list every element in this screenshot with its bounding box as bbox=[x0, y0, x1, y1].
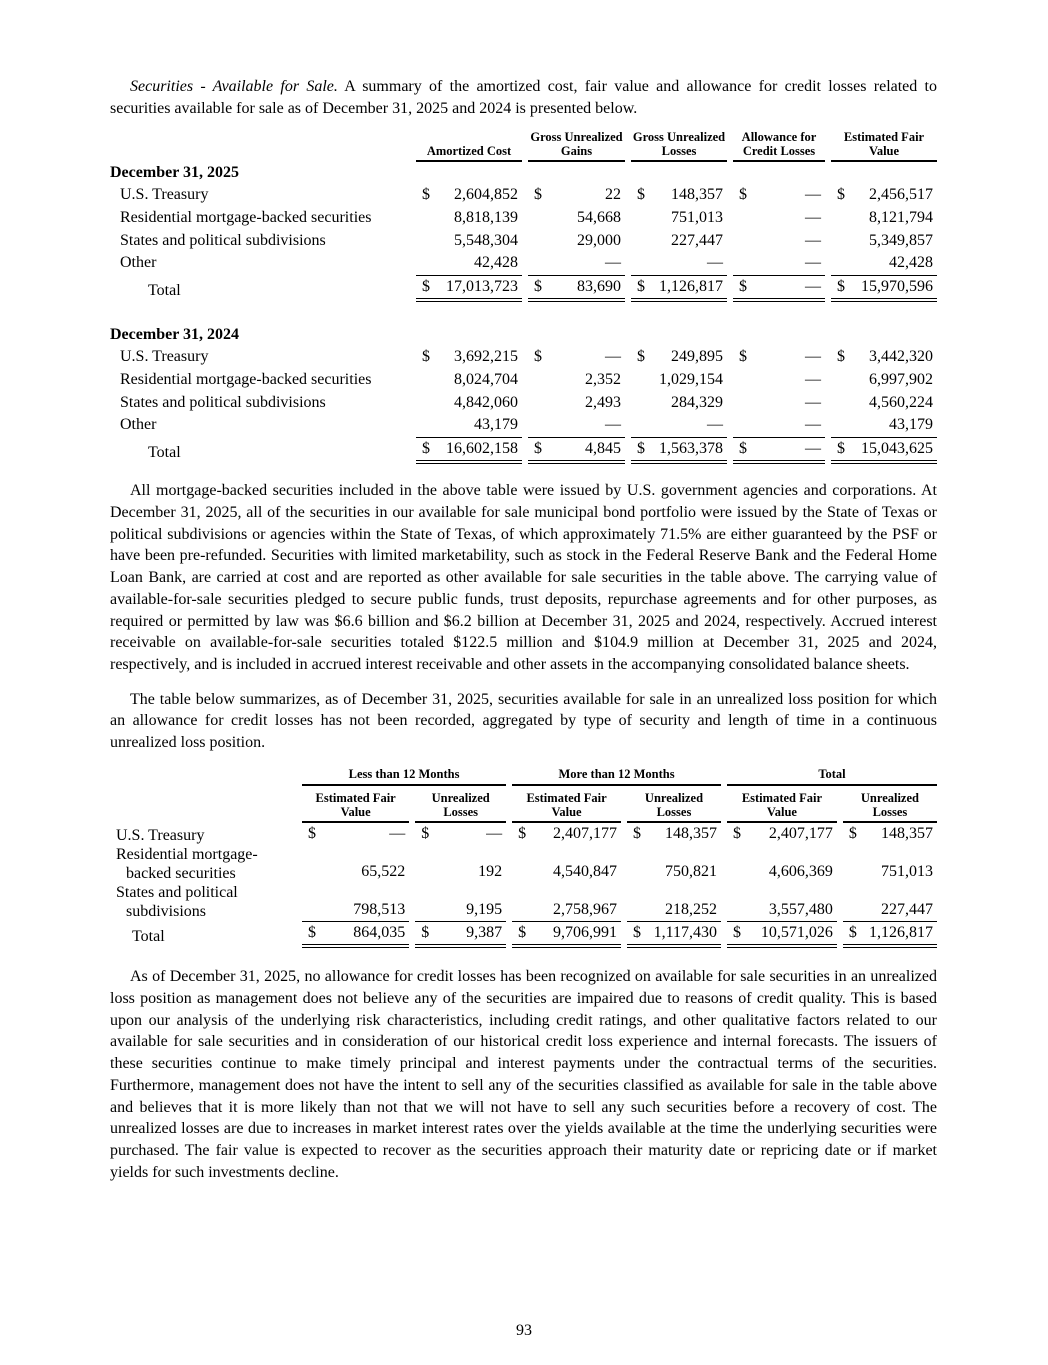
dollar-sign: $ bbox=[837, 277, 845, 295]
dollar-sign: $ bbox=[637, 277, 645, 295]
dollar-sign: $ bbox=[739, 439, 747, 457]
amount: — bbox=[605, 254, 621, 272]
loss-table-intro-paragraph: The table below summarizes, as of December 31, 2025, securities available for sale in an unrealized loss position for which an allowance for credit losses has not been recorded, aggregated by type of security and length of time in a continuous unrealized loss position. bbox=[110, 690, 937, 752]
value-cell bbox=[733, 392, 825, 415]
value-cell bbox=[528, 252, 625, 275]
row-label bbox=[110, 926, 296, 948]
amount: 9,195 bbox=[466, 901, 503, 919]
amount: 22 bbox=[605, 186, 621, 204]
dollar-sign: $ bbox=[421, 825, 430, 843]
group-header: Total bbox=[727, 768, 937, 787]
dollar-sign: $ bbox=[739, 348, 747, 366]
table-row bbox=[110, 823, 937, 845]
row-label-line: U.S. Treasury bbox=[116, 827, 205, 845]
value-cell bbox=[733, 275, 825, 303]
value-cell bbox=[727, 921, 837, 948]
amount: 6,997,902 bbox=[869, 370, 933, 388]
amount: — bbox=[805, 348, 821, 366]
value-cell bbox=[631, 414, 727, 437]
amount: 5,548,304 bbox=[454, 231, 518, 249]
amount: 3,557,480 bbox=[768, 901, 833, 919]
amount: 15,970,596 bbox=[861, 277, 933, 295]
value-cell bbox=[627, 823, 721, 845]
value-cell bbox=[831, 207, 937, 230]
value-cell bbox=[733, 207, 825, 230]
dollar-sign: $ bbox=[837, 439, 845, 457]
amount: 4,845 bbox=[585, 439, 621, 457]
value-cell bbox=[733, 184, 825, 207]
value-cell bbox=[631, 346, 727, 369]
value-cell bbox=[512, 845, 621, 883]
amount: 2,604,852 bbox=[454, 186, 518, 204]
amount: 42,428 bbox=[889, 254, 933, 272]
section-header-row bbox=[110, 162, 937, 184]
amount: 8,024,704 bbox=[454, 370, 518, 388]
value-cell bbox=[528, 346, 625, 369]
value-cell bbox=[416, 369, 522, 392]
value-cell bbox=[831, 346, 937, 369]
amount: 43,179 bbox=[889, 416, 933, 434]
document-page bbox=[110, 76, 937, 1183]
row-label: Residential mortgage-backed securities bbox=[120, 370, 372, 388]
value-cell bbox=[528, 207, 625, 230]
value-cell bbox=[733, 252, 825, 275]
dollar-sign: $ bbox=[421, 924, 430, 942]
row-label-line: backed securities bbox=[126, 865, 236, 883]
amount: 8,818,139 bbox=[454, 209, 518, 226]
table-row bbox=[110, 346, 937, 369]
value-cell bbox=[733, 346, 825, 369]
amount: 1,029,154 bbox=[659, 370, 723, 388]
amount: 2,407,177 bbox=[768, 825, 833, 843]
value-cell bbox=[512, 921, 621, 948]
value-cell bbox=[528, 414, 625, 437]
table-row bbox=[110, 184, 937, 207]
amount: 751,013 bbox=[671, 209, 723, 226]
amount: 798,513 bbox=[353, 901, 406, 919]
dollar-sign: $ bbox=[422, 348, 430, 366]
amount: 17,013,723 bbox=[446, 277, 518, 295]
row-label: States and political subdivisions bbox=[120, 393, 326, 411]
value-cell bbox=[627, 845, 721, 883]
amount: — bbox=[707, 254, 723, 272]
row-label: Other bbox=[120, 416, 157, 434]
dollar-sign: $ bbox=[848, 825, 857, 843]
amount: 10,571,026 bbox=[760, 924, 833, 942]
value-cell bbox=[416, 184, 522, 207]
value-cell bbox=[512, 823, 621, 845]
amount: 83,690 bbox=[577, 277, 621, 295]
column-header: Amortized Cost bbox=[416, 131, 522, 162]
value-cell bbox=[727, 845, 837, 883]
group-header: More than 12 Months bbox=[512, 768, 721, 787]
dollar-sign: $ bbox=[308, 825, 316, 843]
value-cell bbox=[416, 437, 522, 465]
value-cell bbox=[831, 184, 937, 207]
value-cell bbox=[843, 883, 937, 921]
dollar-sign: $ bbox=[422, 186, 430, 204]
value-cell bbox=[415, 883, 506, 921]
dollar-sign: $ bbox=[518, 924, 527, 942]
value-cell bbox=[631, 369, 727, 392]
amount: 42,428 bbox=[474, 254, 518, 272]
amount: — bbox=[805, 393, 821, 411]
total-row bbox=[110, 437, 937, 465]
value-cell bbox=[733, 414, 825, 437]
amount: 9,387 bbox=[466, 924, 503, 942]
table-row bbox=[110, 230, 937, 253]
securities-summary-table bbox=[110, 131, 937, 464]
value-cell bbox=[528, 230, 625, 253]
value-cell bbox=[416, 414, 522, 437]
value-cell bbox=[627, 883, 721, 921]
value-cell bbox=[631, 252, 727, 275]
value-cell bbox=[631, 275, 727, 303]
row-label bbox=[110, 883, 296, 921]
value-cell bbox=[416, 230, 522, 253]
amount: 4,842,060 bbox=[454, 393, 518, 411]
value-cell bbox=[416, 207, 522, 230]
amount: 65,522 bbox=[361, 863, 406, 881]
value-cell bbox=[631, 437, 727, 465]
group-header: Less than 12 Months bbox=[302, 768, 506, 787]
row-label: Total bbox=[148, 281, 181, 299]
amount: 2,352 bbox=[585, 370, 621, 388]
value-cell bbox=[727, 823, 837, 845]
row-label-line: Residential mortgage- bbox=[116, 846, 258, 864]
dollar-sign: $ bbox=[308, 924, 316, 942]
dollar-sign: $ bbox=[732, 825, 741, 843]
amount: 1,126,817 bbox=[659, 277, 723, 295]
amount: 4,606,369 bbox=[768, 863, 833, 881]
amount: — bbox=[805, 416, 821, 434]
amount: 1,126,817 bbox=[869, 924, 933, 942]
mortgage-paragraph: All mortgage-backed securities included in the above table were issued by U.S. government agencies and corporations. At December 31, 2025, all of the securities in our available for sale municipal bond portfolio were issued by the State of Texas or political subdivisions or agencies within the State of Texas, of which approximately 71.5% are either guaranteed by the PSF or have been pre-refunded. Securities with limited marketability, such as stock in the Federal Reserve Bank and the Federal Home Loan Bank, are carried at cost and are reported as other available for sale securities in the table above. The carrying value of available-for-sale securities pledged to secure public funds, trust deposits, repurchase agreements and for other purposes, as required or permitted by law was $6.6 billion and $6.2 billion at December 31, 2025 and 2024, respectively. Accrued interest receivable on available-for-sale securities totaled $122.5 million and $104.9 million at December 31, 2025 and 2024, respectively, and is included in accrued interest receivable and other assets in the accompanying consolidated balance sheets. bbox=[110, 482, 937, 673]
row-label: States and political subdivisions bbox=[120, 231, 326, 249]
amount: — bbox=[805, 231, 821, 249]
allowance-paragraph: As of December 31, 2025, no allowance for credit losses has been recognized on available for sale securities in an unrealized loss position as management does not believe any of the securities are impaired due to reasons of credit quality. This is based upon our analysis of the underlying risk characteristics, including credit ratings, and other qualitative factors related to our available for sale securities and in consideration of our historical credit loss experience and internal forecasts. The issuers of these securities continue to make timely principal and interest payments under the contractual terms of the securities. Furthermore, management does not have the intent to sell any of the securities classified as available for sale in the table above and believes that it is more likely than not that we will not have to sell any such securities before a recovery of cost. The unrealized losses are due to increases in market interest rates over the yields available at the time the underlying securities were purchased. The fair value is expected to recover as the securities approach their maturity date or repricing date or if market yields for such investments decline. bbox=[110, 968, 937, 1181]
amount: — bbox=[805, 186, 821, 204]
amount: 2,758,967 bbox=[552, 901, 617, 919]
value-cell bbox=[631, 392, 727, 415]
section-title: December 31, 2024 bbox=[110, 326, 239, 344]
column-header: Unrealized Losses bbox=[843, 792, 937, 823]
amount: 864,035 bbox=[353, 924, 406, 942]
amount: 148,357 bbox=[671, 186, 723, 204]
value-cell bbox=[727, 883, 837, 921]
amount: 8,121,794 bbox=[869, 209, 933, 226]
amount: 5,349,857 bbox=[869, 231, 933, 249]
amount: 148,357 bbox=[664, 825, 717, 843]
value-cell bbox=[831, 369, 937, 392]
dollar-sign: $ bbox=[837, 186, 845, 204]
amount: 43,179 bbox=[474, 416, 518, 434]
value-cell bbox=[415, 921, 506, 948]
dollar-sign: $ bbox=[518, 825, 527, 843]
row-label-line: Total bbox=[132, 928, 165, 946]
amount: 15,043,625 bbox=[861, 439, 933, 457]
value-cell bbox=[302, 883, 409, 921]
amount: 2,493 bbox=[585, 393, 621, 411]
dollar-sign: $ bbox=[732, 924, 741, 942]
amount: 227,447 bbox=[881, 901, 933, 919]
header-row bbox=[110, 792, 937, 823]
value-cell bbox=[302, 845, 409, 883]
value-cell bbox=[631, 230, 727, 253]
unrealized-loss-table bbox=[110, 768, 937, 949]
column-header: Gross Unrealized Losses bbox=[631, 131, 727, 162]
amount: — bbox=[805, 370, 821, 388]
dollar-sign: $ bbox=[637, 186, 645, 204]
dollar-sign: $ bbox=[534, 277, 542, 295]
value-cell bbox=[733, 369, 825, 392]
column-header: Unrealized Losses bbox=[415, 792, 506, 823]
amount: — bbox=[805, 277, 821, 295]
table-row bbox=[110, 207, 937, 230]
value-cell bbox=[831, 414, 937, 437]
amount: — bbox=[805, 254, 821, 272]
intro-paragraph bbox=[110, 76, 937, 119]
dollar-sign: $ bbox=[534, 348, 542, 366]
amount: — bbox=[389, 825, 406, 843]
table-row bbox=[110, 392, 937, 415]
value-cell bbox=[831, 275, 937, 303]
amount: 29,000 bbox=[577, 231, 621, 249]
value-cell bbox=[733, 437, 825, 465]
dollar-sign: $ bbox=[848, 924, 857, 942]
dollar-sign: $ bbox=[534, 186, 542, 204]
value-cell bbox=[831, 252, 937, 275]
amount: 4,560,224 bbox=[869, 393, 933, 411]
dollar-sign: $ bbox=[422, 439, 430, 457]
value-cell bbox=[843, 845, 937, 883]
amount: 54,668 bbox=[577, 209, 621, 226]
amount: 218,252 bbox=[664, 901, 717, 919]
amount: 148,357 bbox=[881, 825, 933, 843]
dollar-sign: $ bbox=[534, 439, 542, 457]
section-header-row bbox=[110, 324, 937, 346]
table-row bbox=[110, 845, 937, 883]
value-cell bbox=[528, 392, 625, 415]
value-cell bbox=[528, 437, 625, 465]
amount: 192 bbox=[478, 863, 503, 881]
value-cell bbox=[528, 369, 625, 392]
dollar-sign: $ bbox=[637, 348, 645, 366]
amount: 1,117,430 bbox=[653, 924, 717, 942]
column-header: Allowance for Credit Losses bbox=[733, 131, 825, 162]
amount: 16,602,158 bbox=[446, 439, 518, 457]
dollar-sign: $ bbox=[739, 186, 747, 204]
amount: — bbox=[605, 416, 621, 434]
amount: — bbox=[707, 416, 723, 434]
value-cell bbox=[416, 392, 522, 415]
amount: 249,895 bbox=[671, 348, 723, 366]
value-cell bbox=[843, 823, 937, 845]
value-cell bbox=[528, 184, 625, 207]
row-label-line: subdivisions bbox=[126, 903, 207, 921]
amount: — bbox=[805, 209, 821, 226]
amount: 4,540,847 bbox=[552, 863, 617, 881]
row-label bbox=[110, 826, 296, 845]
dollar-sign: $ bbox=[637, 439, 645, 457]
row-label: Total bbox=[148, 443, 181, 461]
value-cell bbox=[512, 883, 621, 921]
value-cell bbox=[831, 230, 937, 253]
table-row bbox=[110, 369, 937, 392]
page-number: 93 bbox=[516, 1322, 532, 1339]
column-header: Estimated Fair Value bbox=[512, 792, 621, 823]
value-cell bbox=[302, 921, 409, 948]
column-header: Estimated Fair Value bbox=[302, 792, 409, 823]
row-label bbox=[110, 845, 296, 883]
amount: 751,013 bbox=[881, 863, 933, 881]
value-cell bbox=[416, 346, 522, 369]
column-header: Estimated Fair Value bbox=[727, 792, 837, 823]
dollar-sign: $ bbox=[422, 277, 430, 295]
amount: 3,692,215 bbox=[454, 348, 518, 366]
amount: 9,706,991 bbox=[552, 924, 617, 942]
amount: 2,407,177 bbox=[552, 825, 617, 843]
value-cell bbox=[528, 275, 625, 303]
value-cell bbox=[631, 207, 727, 230]
value-cell bbox=[415, 823, 506, 845]
amount: — bbox=[486, 825, 503, 843]
amount: — bbox=[605, 348, 621, 366]
group-header-row bbox=[110, 768, 937, 787]
row-label: Residential mortgage-backed securities bbox=[120, 209, 372, 226]
row-label: U.S. Treasury bbox=[120, 186, 209, 204]
value-cell bbox=[631, 184, 727, 207]
row-label-line: States and political bbox=[116, 884, 238, 902]
table-row bbox=[110, 414, 937, 437]
amount: 2,456,517 bbox=[869, 186, 933, 204]
amount: 3,442,320 bbox=[869, 348, 933, 366]
value-cell bbox=[416, 275, 522, 303]
section-title: December 31, 2025 bbox=[110, 164, 239, 182]
value-cell bbox=[302, 823, 409, 845]
row-label: U.S. Treasury bbox=[120, 348, 209, 366]
dollar-sign: $ bbox=[632, 924, 641, 942]
amount: 284,329 bbox=[671, 393, 723, 411]
row-label: Other bbox=[120, 254, 157, 272]
intro-text: A summary of the amortized cost, fair value and allowance for credit losses related to securities available for sale as of December 31, 2025 and 2024 is presented below. bbox=[110, 78, 938, 117]
amount: — bbox=[805, 439, 821, 457]
intro-title: Securities - Available for Sale. bbox=[130, 78, 338, 95]
total-row bbox=[110, 921, 937, 948]
value-cell bbox=[415, 845, 506, 883]
value-cell bbox=[416, 252, 522, 275]
dollar-sign: $ bbox=[837, 348, 845, 366]
value-cell bbox=[831, 392, 937, 415]
table-row bbox=[110, 252, 937, 275]
total-row bbox=[110, 275, 937, 303]
amount: 1,563,378 bbox=[659, 439, 723, 457]
header-row bbox=[110, 131, 937, 162]
value-cell bbox=[831, 437, 937, 465]
value-cell bbox=[627, 921, 721, 948]
dollar-sign: $ bbox=[632, 825, 641, 843]
amount: 227,447 bbox=[671, 231, 723, 249]
table-row bbox=[110, 883, 937, 921]
column-header: Estimated Fair Value bbox=[831, 131, 937, 162]
value-cell bbox=[843, 921, 937, 948]
column-header: Unrealized Losses bbox=[627, 792, 721, 823]
amount: 750,821 bbox=[664, 863, 717, 881]
column-header: Gross Unrealized Gains bbox=[528, 131, 625, 162]
value-cell bbox=[733, 230, 825, 253]
dollar-sign: $ bbox=[739, 277, 747, 295]
